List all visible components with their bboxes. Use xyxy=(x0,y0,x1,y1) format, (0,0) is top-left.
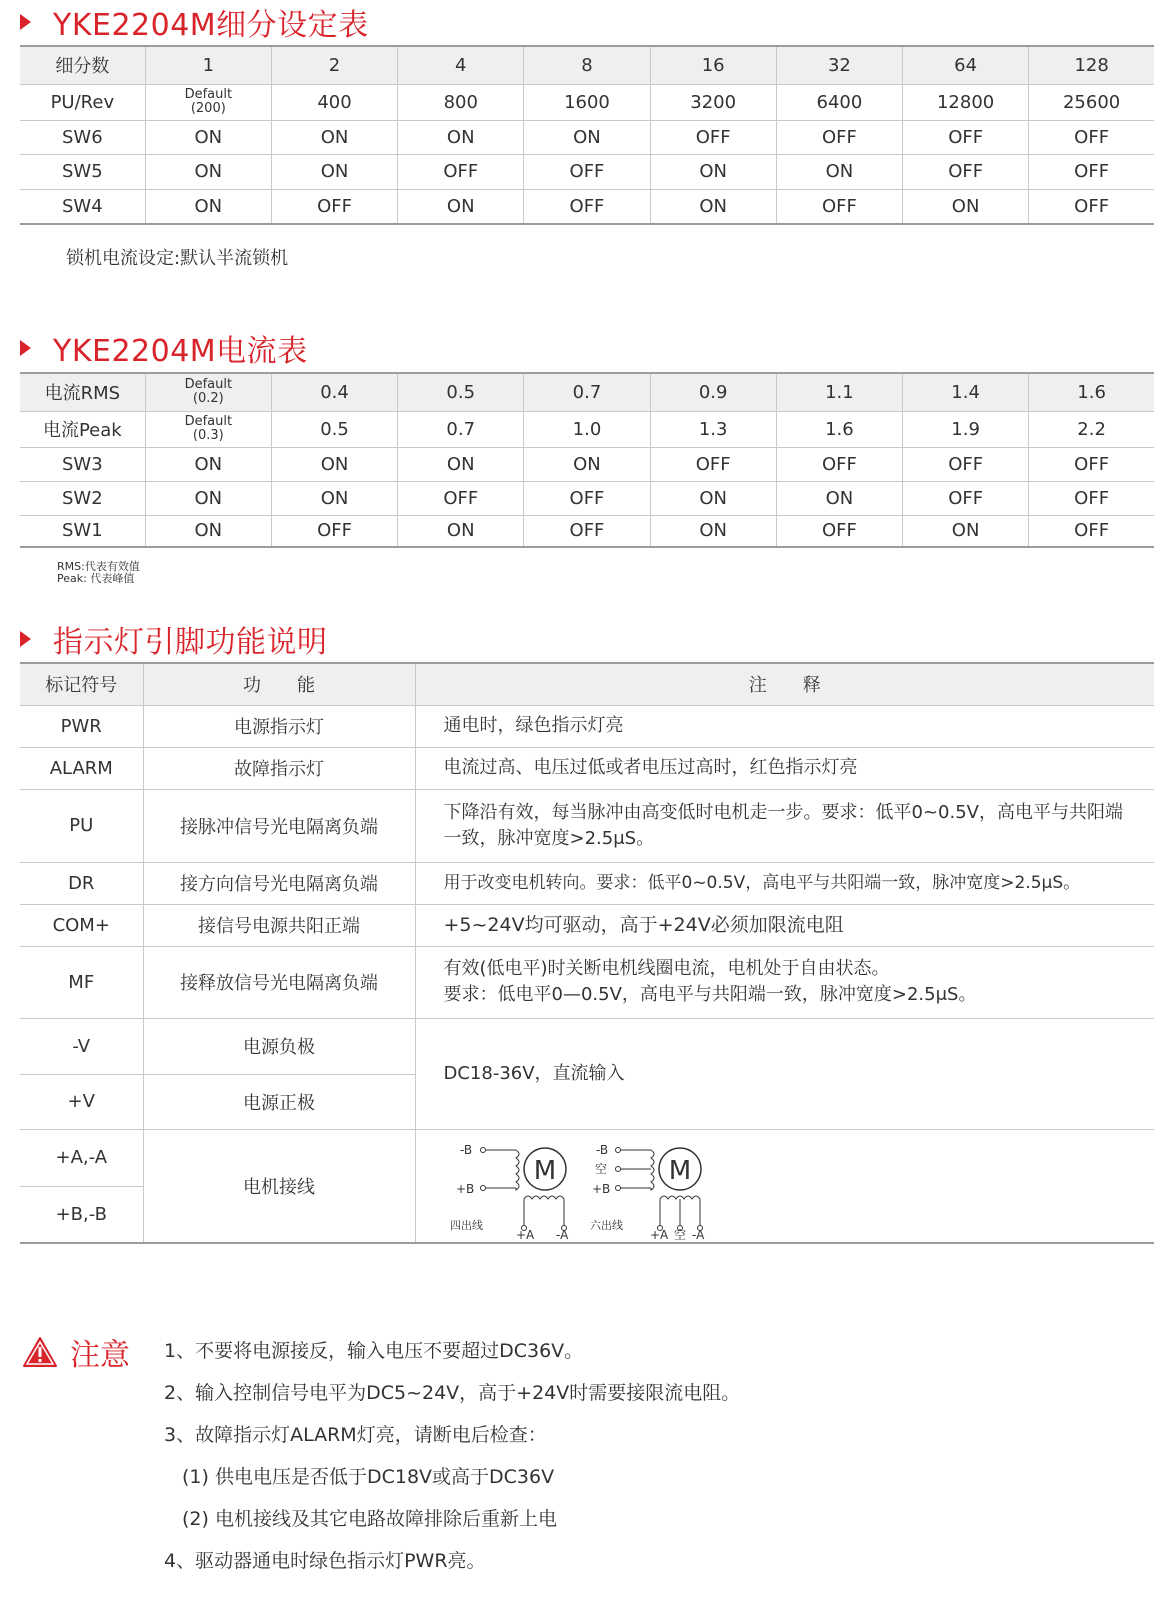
table-cell: OFF xyxy=(524,481,650,515)
default-cell xyxy=(145,84,271,120)
table-cell: ON xyxy=(524,447,650,481)
table-cell: 800 xyxy=(398,84,524,120)
table-row xyxy=(20,447,1154,481)
terminal-dot xyxy=(615,1147,620,1152)
pin-note: 下降沿有效，每当脉冲由高变低时电机走一步。要求：低平0~0.5V，高电平与共阳端一致，脉冲宽度>2.5μS。 xyxy=(415,789,1154,862)
table-cell: OFF xyxy=(398,154,524,189)
warning-line: 4、驱动器通电时绿色指示灯PWR亮。 xyxy=(164,1550,486,1572)
table-row xyxy=(20,862,1154,904)
table-cell: OFF xyxy=(271,515,397,547)
warning-icon xyxy=(22,1336,58,1368)
row-label: SW3 xyxy=(20,447,145,481)
header-cell: 4 xyxy=(398,46,524,84)
coil-a xyxy=(524,1196,564,1199)
table-cell: 1.6 xyxy=(776,411,902,447)
table-row xyxy=(20,189,1154,224)
pin-symbol: +B,-B xyxy=(20,1186,143,1243)
terminal-dot xyxy=(480,1147,485,1152)
pin-note: 电流过高、电压过低或者电压过高时，红色指示灯亮 xyxy=(415,747,1154,789)
pin-symbol: +A,-A xyxy=(20,1129,143,1186)
table-cell: OFF xyxy=(776,515,902,547)
table-cell: ON xyxy=(145,154,271,189)
default-cell xyxy=(145,373,271,411)
triangle-bullet-icon xyxy=(20,631,31,647)
table-row xyxy=(20,481,1154,515)
pin-function: 电源负极 xyxy=(143,1018,415,1074)
table-cell: 12800 xyxy=(903,84,1029,120)
label-minus-b: -B xyxy=(459,1142,472,1157)
table-cell: 3200 xyxy=(650,84,776,120)
pin-symbol: MF xyxy=(20,946,143,1018)
coil-b xyxy=(516,1150,519,1190)
row-label: SW4 xyxy=(20,189,145,224)
header-cell: 32 xyxy=(776,46,902,84)
table-cell: ON xyxy=(145,447,271,481)
table-cell: OFF xyxy=(1029,481,1154,515)
default-label: Default xyxy=(184,377,233,393)
header-cell: 2 xyxy=(271,46,397,84)
wire xyxy=(486,1150,516,1188)
warning-line: 1、不要将电源接反，输入电压不要超过DC36V。 xyxy=(164,1340,584,1362)
pin-symbol: PWR xyxy=(20,705,143,747)
header-cell: 8 xyxy=(524,46,650,84)
table-cell: ON xyxy=(398,120,524,154)
pin-function: 电机接线 xyxy=(143,1129,415,1243)
table-cell: ON xyxy=(398,189,524,224)
coil-b xyxy=(651,1150,654,1190)
pin-function: 电源指示灯 xyxy=(143,705,415,747)
table-header-row xyxy=(20,373,1154,411)
table-cell: ON xyxy=(903,189,1029,224)
warning-line: 3、故障指示灯ALARM灯亮，请断电后检查： xyxy=(164,1424,547,1446)
pin-function-table xyxy=(20,662,1154,1244)
pin-note: 用于改变电机转向。要求：低平0~0.5V，高电平与共阳端一致，脉冲宽度>2.5μS。 xyxy=(415,862,1154,904)
power-note: DC18-36V，直流输入 xyxy=(415,1018,1154,1129)
table-cell: 1.3 xyxy=(650,411,776,447)
coil-a xyxy=(660,1196,700,1199)
pin-symbol: ALARM xyxy=(20,747,143,789)
table-cell: ON xyxy=(650,481,776,515)
table-cell: ON xyxy=(398,447,524,481)
pin-note xyxy=(415,946,1154,1018)
wire xyxy=(621,1150,651,1188)
four-wire-label: 四出线 xyxy=(449,1218,483,1232)
table-cell: ON xyxy=(271,154,397,189)
table-cell: ON xyxy=(650,515,776,547)
header-cell: 64 xyxy=(903,46,1029,84)
pin-symbol: +V xyxy=(20,1074,143,1129)
header-cell: 0.9 xyxy=(650,373,776,411)
table-header-row xyxy=(20,663,1154,705)
header-cell: 16 xyxy=(650,46,776,84)
label-minus-b: -B xyxy=(595,1142,608,1157)
table-cell: OFF xyxy=(776,447,902,481)
row-label: 电流RMS xyxy=(20,373,145,411)
terminal-dot xyxy=(615,1166,620,1171)
table-cell: OFF xyxy=(1029,447,1154,481)
table-cell: ON xyxy=(145,120,271,154)
header-cell: 标记符号 xyxy=(20,663,143,705)
pin-symbol: COM+ xyxy=(20,904,143,946)
row-label: PU/Rev xyxy=(20,84,145,120)
table-row xyxy=(20,515,1154,547)
rms-note: RMS:代表有效值 xyxy=(57,560,140,573)
header-cell: 细分数 xyxy=(20,46,145,84)
table-row xyxy=(20,747,1154,789)
section-title-current: YKE2204M电流表 xyxy=(20,326,308,370)
header-cell: 128 xyxy=(1029,46,1154,84)
pin-function: 故障指示灯 xyxy=(143,747,415,789)
table-cell: OFF xyxy=(903,481,1029,515)
table-cell: OFF xyxy=(524,189,650,224)
section-title-microstep: YKE2204M细分设定表 xyxy=(20,0,369,44)
pin-note: +5~24V均可驱动，高于+24V必须加限流电阻 xyxy=(415,904,1154,946)
table-cell: 1.0 xyxy=(524,411,650,447)
table-cell: OFF xyxy=(650,120,776,154)
table-row xyxy=(20,84,1154,120)
wire xyxy=(660,1199,700,1225)
table-row xyxy=(20,120,1154,154)
table-cell: OFF xyxy=(524,515,650,547)
table-cell: ON xyxy=(145,515,271,547)
warning-subline: (1) 供电电压是否低于DC18V或高于DC36V xyxy=(182,1466,555,1488)
table-cell: OFF xyxy=(903,447,1029,481)
peak-note: Peak: 代表峰值 xyxy=(57,572,135,585)
table-cell: OFF xyxy=(398,481,524,515)
table-cell: OFF xyxy=(776,120,902,154)
default-value: (200) xyxy=(190,101,226,116)
label-minus-a: -A xyxy=(555,1227,568,1241)
default-cell xyxy=(145,411,271,447)
warning-line: 2、输入控制信号电平为DC5~24V，高于+24V时需要接限流电阻。 xyxy=(164,1382,741,1404)
six-wire-label: 六出线 xyxy=(589,1218,623,1232)
row-label: SW6 xyxy=(20,120,145,154)
table-cell: ON xyxy=(271,120,397,154)
pin-note-line: 有效(低电平)时关断电机线圈电流，电机处于自由状态。 xyxy=(443,958,890,979)
row-label: 电流Peak xyxy=(20,411,145,447)
table-cell: OFF xyxy=(776,189,902,224)
table-cell: 400 xyxy=(271,84,397,120)
table-row xyxy=(20,154,1154,189)
label-plus-a: +A xyxy=(649,1227,668,1241)
table-cell: OFF xyxy=(650,447,776,481)
warning-header: 注意 xyxy=(22,1330,130,1374)
table-cell: ON xyxy=(776,154,902,189)
table-row xyxy=(20,904,1154,946)
section-title-pins: 指示灯引脚功能说明 xyxy=(20,617,328,661)
motor-wiring-diagram xyxy=(446,1131,746,1241)
motor-letter: M xyxy=(668,1155,691,1186)
table-cell: ON xyxy=(271,481,397,515)
label-plus-b: +B xyxy=(591,1181,610,1196)
motor-letter: M xyxy=(533,1155,556,1186)
table-row xyxy=(20,789,1154,862)
table-cell: 0.5 xyxy=(271,411,397,447)
table-cell: ON xyxy=(903,515,1029,547)
header-cell: 1.4 xyxy=(903,373,1029,411)
table-cell: ON xyxy=(776,481,902,515)
lock-current-note: 锁机电流设定:默认半流锁机 xyxy=(66,248,289,269)
pin-function: 接释放信号光电隔离负端 xyxy=(143,946,415,1018)
current-table xyxy=(20,372,1154,548)
triangle-bullet-icon xyxy=(20,340,31,356)
table-cell: OFF xyxy=(903,120,1029,154)
pin-symbol: DR xyxy=(20,862,143,904)
label-plus-b: +B xyxy=(455,1181,474,1196)
pin-symbol: PU xyxy=(20,789,143,862)
label-empty: 空 xyxy=(594,1161,607,1176)
header-cell: 0.7 xyxy=(524,373,650,411)
header-cell: 1.6 xyxy=(1029,373,1154,411)
table-cell: ON xyxy=(650,154,776,189)
default-label: Default xyxy=(184,414,233,429)
label-plus-a: +A xyxy=(515,1227,534,1241)
label-minus-a: -A xyxy=(691,1227,704,1241)
table-row xyxy=(20,411,1154,447)
header-cell: 注 释 xyxy=(415,663,1154,705)
header-cell: 1.1 xyxy=(776,373,902,411)
table-cell: OFF xyxy=(271,189,397,224)
default-value: (0.2) xyxy=(192,391,224,407)
row-label: SW1 xyxy=(20,515,145,547)
pin-function: 接信号电源共阳正端 xyxy=(143,904,415,946)
table-cell: ON xyxy=(398,515,524,547)
table-cell: OFF xyxy=(1029,120,1154,154)
table-cell: OFF xyxy=(1029,154,1154,189)
table-cell: ON xyxy=(145,481,271,515)
table-cell: 1.9 xyxy=(903,411,1029,447)
pin-symbol: -V xyxy=(20,1018,143,1074)
table-cell: 6400 xyxy=(776,84,902,120)
wire xyxy=(524,1199,564,1225)
table-cell: ON xyxy=(524,120,650,154)
pin-function: 接方向信号光电隔离负端 xyxy=(143,862,415,904)
table-cell: ON xyxy=(650,189,776,224)
wiring-diagram-cell xyxy=(415,1129,1154,1243)
pin-note: 通电时，绿色指示灯亮 xyxy=(415,705,1154,747)
table-cell: 25600 xyxy=(1029,84,1154,120)
table-row xyxy=(20,946,1154,1018)
header-cell: 0.4 xyxy=(271,373,397,411)
pin-function: 电源正极 xyxy=(143,1074,415,1129)
row-label: SW2 xyxy=(20,481,145,515)
triangle-bullet-icon xyxy=(20,14,31,30)
table-cell: OFF xyxy=(1029,189,1154,224)
table-row xyxy=(20,1129,1154,1186)
pin-function: 接脉冲信号光电隔离负端 xyxy=(143,789,415,862)
table-header-row xyxy=(20,46,1154,84)
table-cell: ON xyxy=(271,447,397,481)
table-cell: 2.2 xyxy=(1029,411,1154,447)
table-cell: OFF xyxy=(524,154,650,189)
header-cell: 功 能 xyxy=(143,663,415,705)
table-row xyxy=(20,1018,1154,1074)
label-empty: 空 xyxy=(673,1227,686,1241)
terminal-dot xyxy=(480,1185,485,1190)
header-cell: 0.5 xyxy=(398,373,524,411)
default-value: (0.3) xyxy=(192,428,224,443)
microstep-table xyxy=(20,45,1154,225)
table-row xyxy=(20,705,1154,747)
row-label: SW5 xyxy=(20,154,145,189)
pin-note-line: 要求：低电平0—0.5V，高电平与共阳端一致，脉冲宽度>2.5μS。 xyxy=(443,984,977,1005)
table-cell: OFF xyxy=(1029,515,1154,547)
terminal-dot xyxy=(615,1185,620,1190)
header-cell: 1 xyxy=(145,46,271,84)
default-label: Default xyxy=(184,87,233,102)
table-cell: ON xyxy=(145,189,271,224)
table-cell: OFF xyxy=(903,154,1029,189)
table-cell: 0.7 xyxy=(398,411,524,447)
warning-subline: (2) 电机接线及其它电路故障排除后重新上电 xyxy=(182,1508,557,1530)
table-cell: 1600 xyxy=(524,84,650,120)
